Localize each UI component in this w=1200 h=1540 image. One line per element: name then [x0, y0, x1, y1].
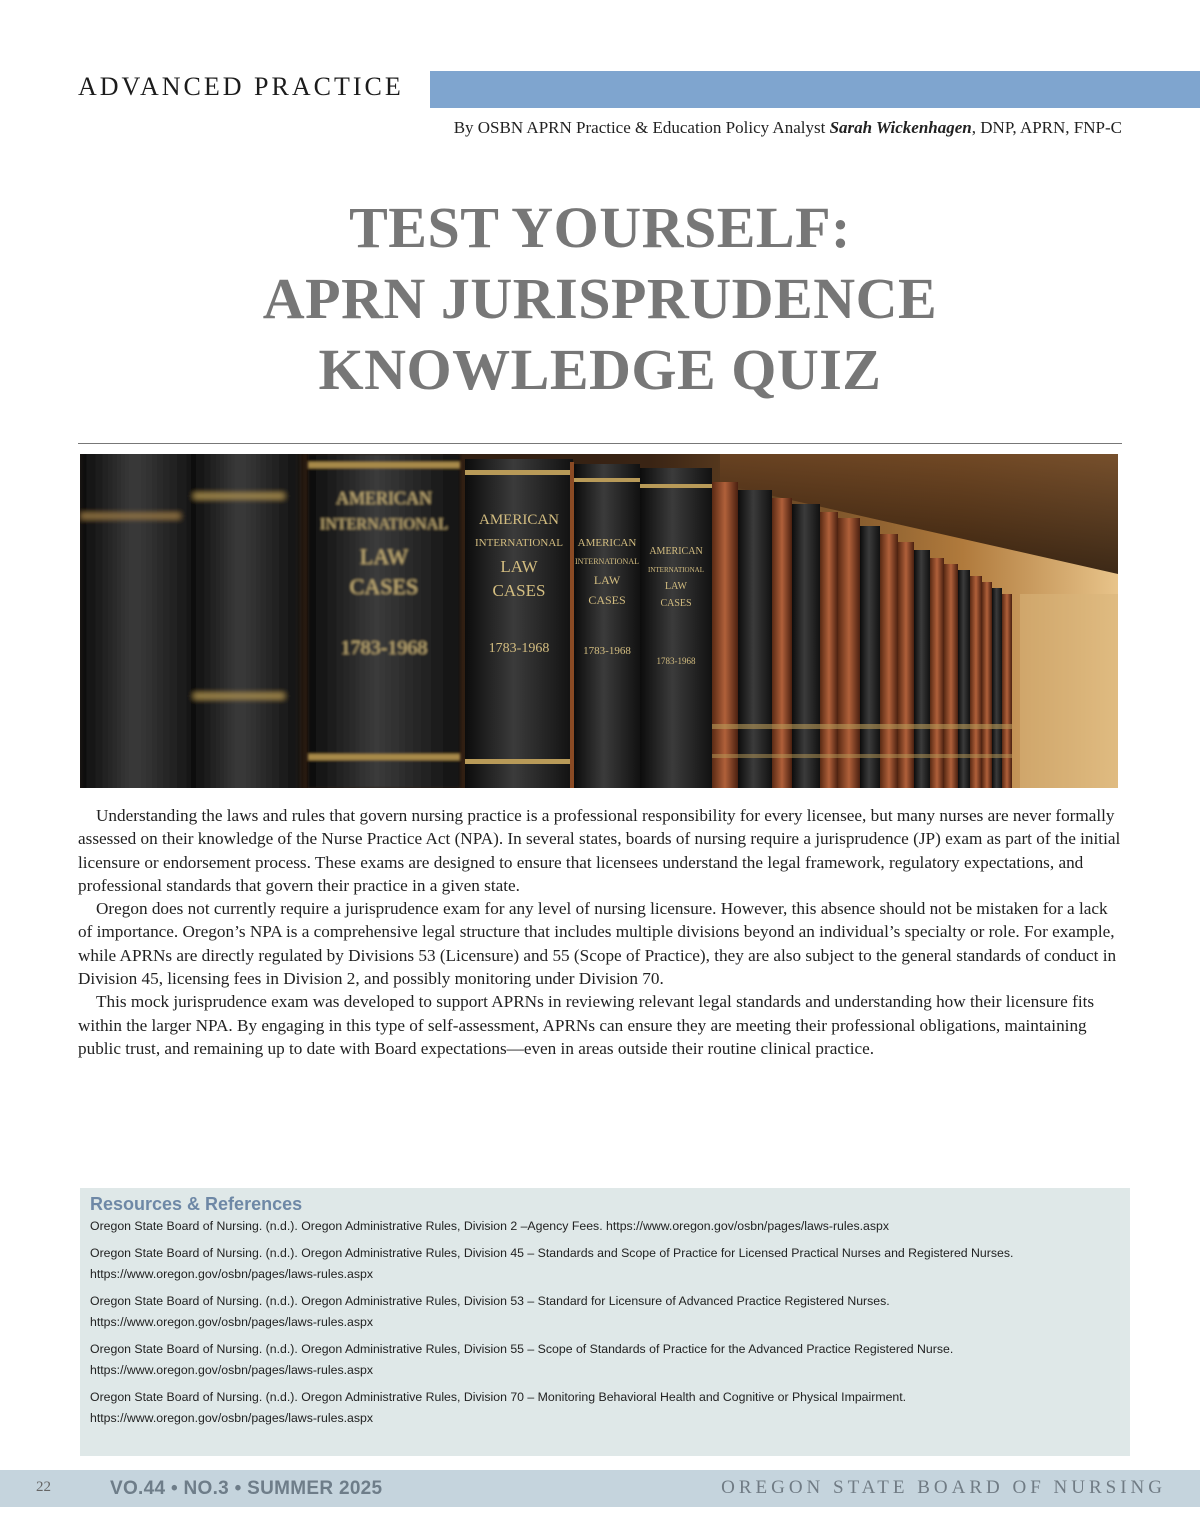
spine-text: LAW	[665, 581, 687, 592]
reference-item: Oregon State Board of Nursing. (n.d.). Oregon Administrative Rules, Division 45 – Standards and Scope of Practice for Licensed Practical Nurses and Registered Nurses. https://www.oregon.gov/osbn/pages/laws-rules.aspx	[90, 1246, 1014, 1281]
spine-text: INTERNATIONAL	[575, 557, 639, 566]
title-line: TEST YOURSELF:	[349, 195, 851, 260]
spine-text: CASES	[492, 581, 546, 600]
spine-text: CASES	[660, 598, 692, 609]
article-body	[78, 804, 1124, 1060]
title-divider	[78, 443, 1122, 444]
organization-name: OREGON STATE BOARD OF NURSING	[721, 1477, 1166, 1498]
spine-text: 1783-1968	[340, 637, 428, 659]
reference-item: Oregon State Board of Nursing. (n.d.). Oregon Administrative Rules, Division 53 – Standard for Licensure of Advanced Practice Registered Nurses. https://www.oregon.gov/osbn/pages/laws-rules.aspx	[90, 1294, 890, 1329]
spine-text: AMERICAN	[577, 537, 637, 549]
spine-text: AMERICAN	[649, 546, 703, 557]
spine-text: 1783-1968	[583, 645, 631, 657]
issue-info: VO.44 • NO.3 • SUMMER 2025	[110, 1478, 383, 1499]
law-books-photo	[80, 454, 1118, 788]
spine-text: LAW	[359, 544, 409, 569]
author-name: Sarah Wickenhagen	[829, 118, 972, 137]
section-label: ADVANCED PRACTICE	[78, 72, 404, 101]
spine-text: INTERNATIONAL	[648, 566, 704, 574]
spine-text: CASES	[349, 574, 419, 599]
spine-text: 1783-1968	[488, 641, 550, 656]
title-line: KNOWLEDGE QUIZ	[318, 337, 882, 402]
section-color-bar	[430, 71, 1200, 108]
page-footer	[0, 1470, 1200, 1507]
reference-item: Oregon State Board of Nursing. (n.d.). Oregon Administrative Rules, Division 2 –Agency Fees. https://www.oregon.gov/osbn/pages/laws-rules.aspx	[90, 1219, 890, 1233]
spine-text: INTERNATIONAL	[320, 516, 448, 533]
author-credentials: , DNP, APRN, FNP-C	[971, 118, 1122, 137]
spine-text: 1783-1968	[656, 656, 696, 666]
reference-item: Oregon State Board of Nursing. (n.d.). Oregon Administrative Rules, Division 55 – Scope of Standards of Practice for the Advanced Practice Registered Nurse. https://www.oregon.gov/osbn/pages/laws-rules.aspx	[90, 1342, 954, 1377]
body-paragraph: This mock jurisprudence exam was developed to support APRNs in reviewing relevant legal standards and understanding how their licensure fits within the larger NPA. By engaging in this type of self-assessment, APRNs can ensure they are meeting their professional obligations, maintaining public trust, and remaining up to date with Board expectations—even in areas outside their routine clinical practice.	[78, 992, 1095, 1058]
body-paragraph: Oregon does not currently require a jurisprudence exam for any level of nursing licensure. However, this absence should not be mistaken for a lack of importance. Oregon’s NPA is a comprehensive legal structure that includes multiple divisions beyond an individual’s specialty or role. For example, while APRNs are directly regulated by Divisions 53 (Licensure) and 55 (Scope of Practice), they are also subject to the general standards of conduct in Division 45, licensing fees in Division 2, and possibly monitoring under Division 70.	[78, 899, 1117, 989]
spine-text: LAW	[500, 557, 538, 576]
resources-heading: Resources & References	[90, 1194, 303, 1214]
spine-text: LAW	[593, 573, 621, 587]
law-books-illustration	[80, 454, 1118, 788]
byline-prefix: By OSBN APRN Practice & Education Policy Analyst	[453, 118, 826, 137]
reference-item: Oregon State Board of Nursing. (n.d.). Oregon Administrative Rules, Division 70 – Monitoring Behavioral Health and Cognitive or Physical Impairment. https://www.oregon.gov/osbn/pages/laws-rules.aspx	[90, 1390, 907, 1425]
page-number: 22	[36, 1479, 51, 1495]
resources-box	[80, 1188, 1130, 1456]
spine-text: INTERNATIONAL	[475, 537, 563, 549]
body-paragraph: Understanding the laws and rules that govern nursing practice is a professional responsibility for every licensee, but many nurses are never formally assessed on their knowledge of the Nurse Practice Act (NPA). In several states, boards of nursing require a jurisprudence (JP) exam as part of the initial licensure or endorsement process. These exams are designed to ensure that licensees understand the legal framework, regulatory expectations, and professional standards that govern their practice in a given state.	[78, 806, 1121, 895]
spine-text: CASES	[588, 593, 626, 607]
article-title	[78, 192, 1122, 405]
byline	[454, 118, 1122, 138]
title-line: APRN JURISPRUDENCE	[262, 266, 938, 331]
spine-text: AMERICAN	[335, 488, 433, 508]
spine-text: AMERICAN	[478, 512, 560, 528]
